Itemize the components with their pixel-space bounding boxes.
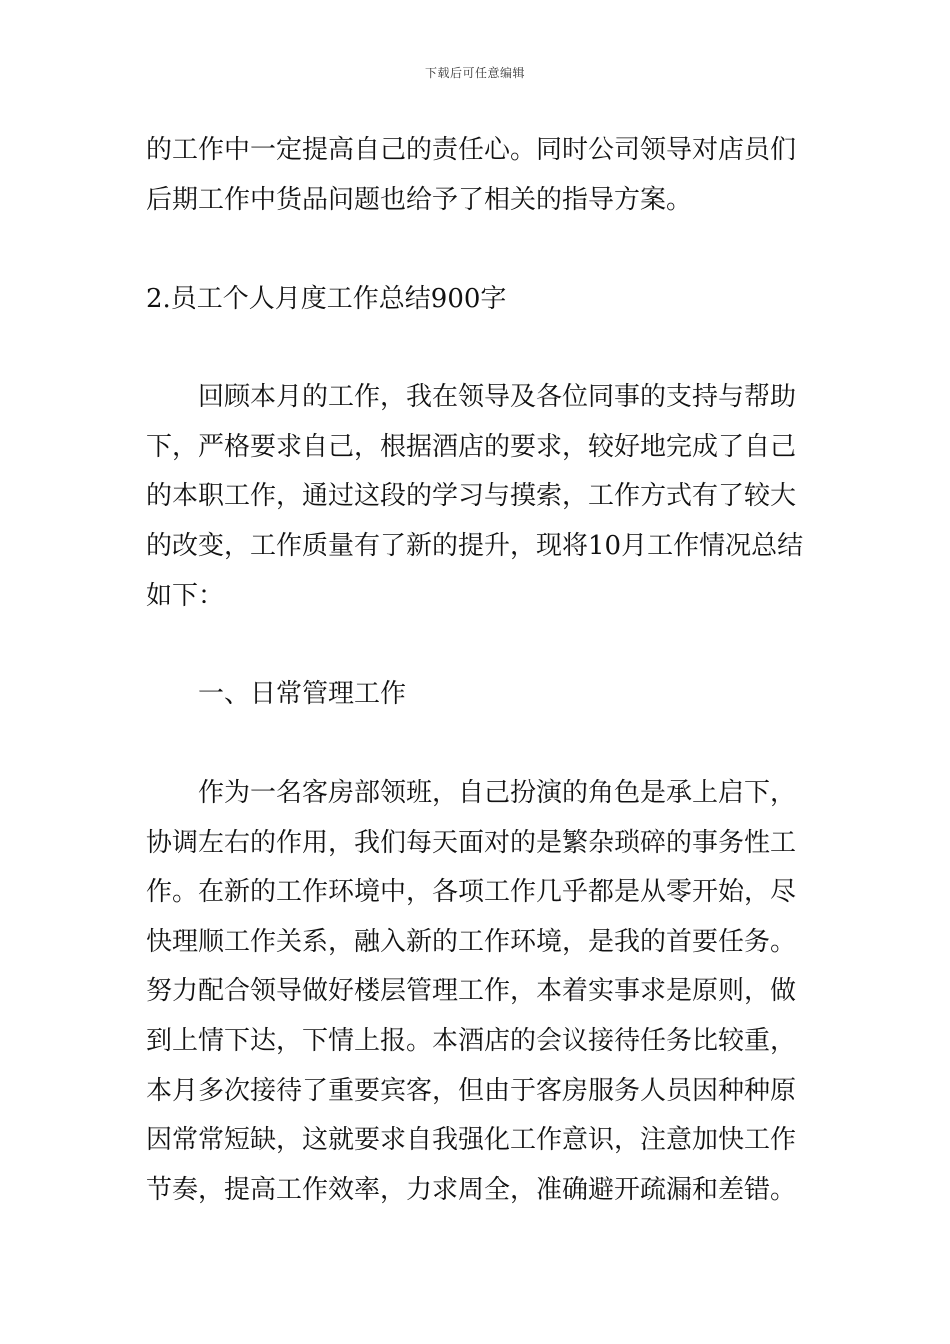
paragraph-line: 的工作中一定提高自己的责任心。同时公司领导对店员们 <box>146 135 797 165</box>
paragraph-line: 快理顺工作关系，融入新的工作环境，是我的首要任务。 <box>146 927 797 957</box>
page-header: 下载后可任意编辑 <box>424 66 525 80</box>
paragraph-line: 协调左右的作用，我们每天面对的是繁杂琐碎的事务性工 <box>146 828 797 858</box>
subsection-heading: 一、日常管理工作 <box>198 679 407 709</box>
paragraph-line: 后期工作中货品问题也给予了相关的指导方案。 <box>146 185 693 215</box>
paragraph-line: 到上情下达，下情上报。本酒店的会议接待任务比较重， <box>146 1026 797 1056</box>
paragraph-line: 作为一名客房部领班，自己扮演的角色是承上启下， <box>198 778 797 808</box>
paragraph-line: 因常常短缺，这就要求自我强化工作意识，注意加快工作 <box>146 1125 797 1155</box>
paragraph-line: 作。在新的工作环境中，各项工作几乎都是从零开始，尽 <box>146 877 797 907</box>
section-heading: 2.员工个人月度工作总结900字 <box>146 284 507 314</box>
paragraph-line: 节奏，提高工作效率，力求周全，准确避开疏漏和差错。 <box>146 1175 797 1205</box>
paragraph-line: 努力配合领导做好楼层管理工作，本着实事求是原则，做 <box>146 976 797 1006</box>
paragraph-line: 的改变，工作质量有了新的提升，现将10月工作情况总结 <box>146 531 804 561</box>
paragraph-line: 回顾本月的工作，我在领导及各位同事的支持与帮助 <box>198 382 797 412</box>
paragraph-line: 本月多次接待了重要宾客，但由于客房服务人员因种种原 <box>146 1076 797 1106</box>
paragraph-line: 如下： <box>146 581 225 611</box>
paragraph-line: 的本职工作，通过这段的学习与摸索，工作方式有了较大 <box>146 481 797 511</box>
paragraph-line: 下，严格要求自己，根据酒店的要求，较好地完成了自己 <box>146 432 797 462</box>
